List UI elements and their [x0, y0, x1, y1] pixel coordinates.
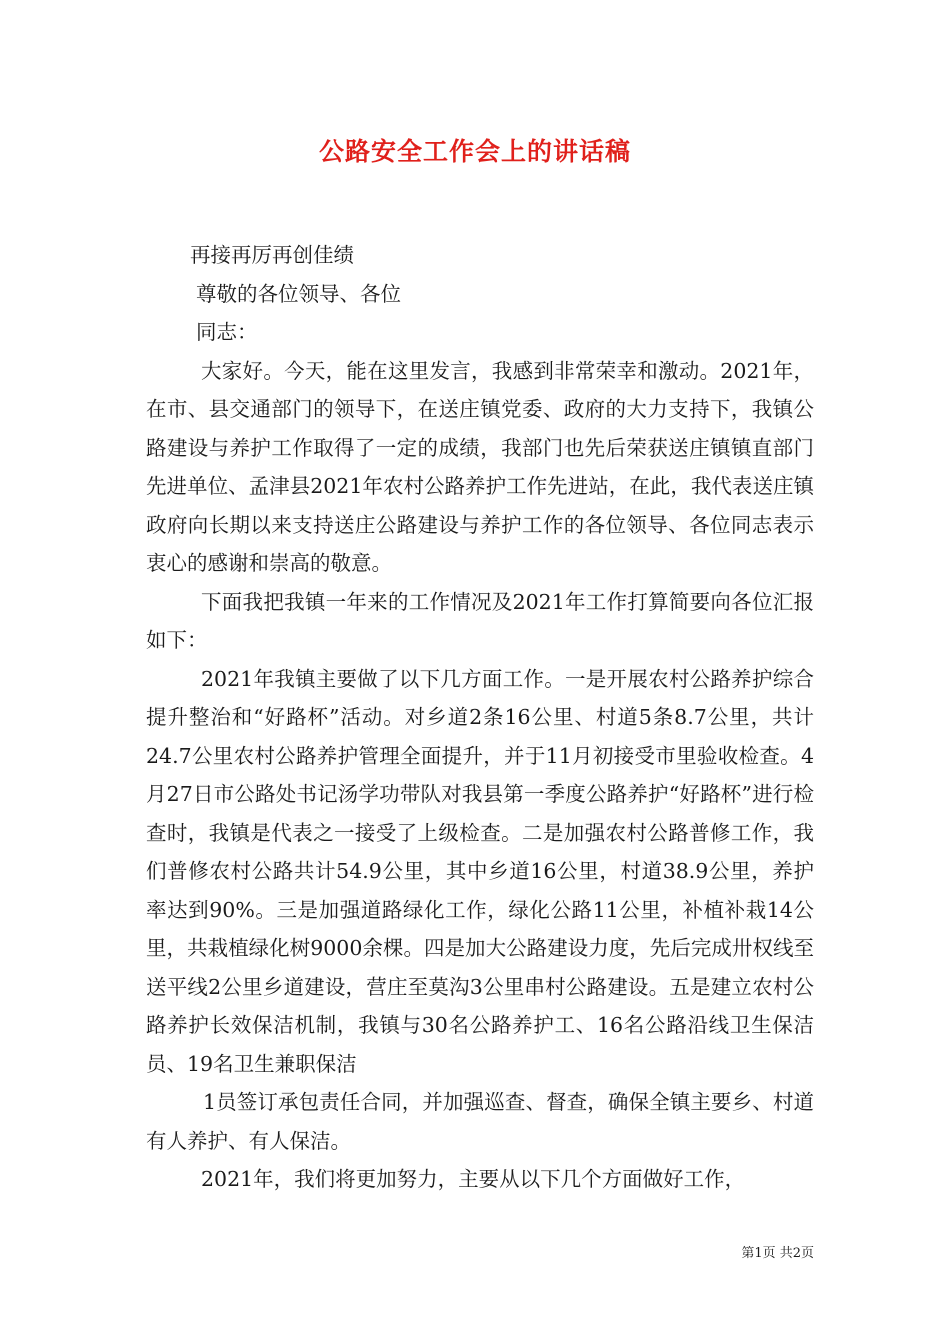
paragraph-contract: 1员签订承包责任合同，并加强巡查、督查，确保全镇主要乡、村道有人养护、有人保洁。 — [146, 1090, 814, 1153]
document-body — [146, 236, 814, 1199]
paragraph-opening: 大家好。今天，能在这里发言，我感到非常荣幸和激动。2021年，在市、县交通部门的领导下，在送庄镇党委、政府的大力支持下，我镇公路建设与养护工作取得了一定的成绩，我部门也先后荣获送庄镇镇直部门先进单位、孟津县2021年农村公路养护工作先进站，在此，我代表送庄镇政府向长期以来支持送庄公路建设与养护工作的各位领导、各位同志表示衷心的感谢和崇高的敬意。 — [146, 358, 814, 575]
salutation-line-1: 尊敬的各位领导、各位 — [196, 281, 401, 306]
paragraph-report-intro: 下面我把我镇一年来的工作情况及2021年工作打算简要向各位汇报如下： — [146, 589, 814, 652]
salutation-line-2: 同志： — [196, 320, 258, 344]
page-number: 第1页 共2页 — [741, 1246, 814, 1261]
paragraph-plan: 2021年，我们将更加努力，主要从以下几个方面做好工作， — [201, 1167, 746, 1191]
document-title: 公路安全工作会上的讲话稿 — [318, 137, 631, 166]
subtitle: 再接再厉再创佳绩 — [190, 243, 354, 267]
paragraph-work-summary: 2021年我镇主要做了以下几方面工作。一是开展农村公路养护综合提升整治和“好路杯”活动。对乡道2条16公里、村道5条8.7公里，共计24.7公里农村公路养护管理全面提升，并于11月初接受市里验收检查。4月27日市公路处书记汤学功带队对我县第一季度公路养护“好路杯”进行检查时，我镇是代表之一接受了上级检查。二是加强农村公路普修工作，我们普修农村公路共计54.9公里，其中乡道16公里，村道38.9公里，养护率达到90%。三是加强道路绿化工作，绿化公路11公里，补植补栽14公里，共栽植绿化树9000余棵。四是加大公路建设力度，先后完成卅权线至送平线2公里乡道建设，营庄至莫沟3公里串村公路建设。五是建立农村公路养护长效保洁机制，我镇与30名公路养护工、16名公路沿线卫生保洁员、19名卫生兼职保洁 — [146, 666, 814, 1076]
